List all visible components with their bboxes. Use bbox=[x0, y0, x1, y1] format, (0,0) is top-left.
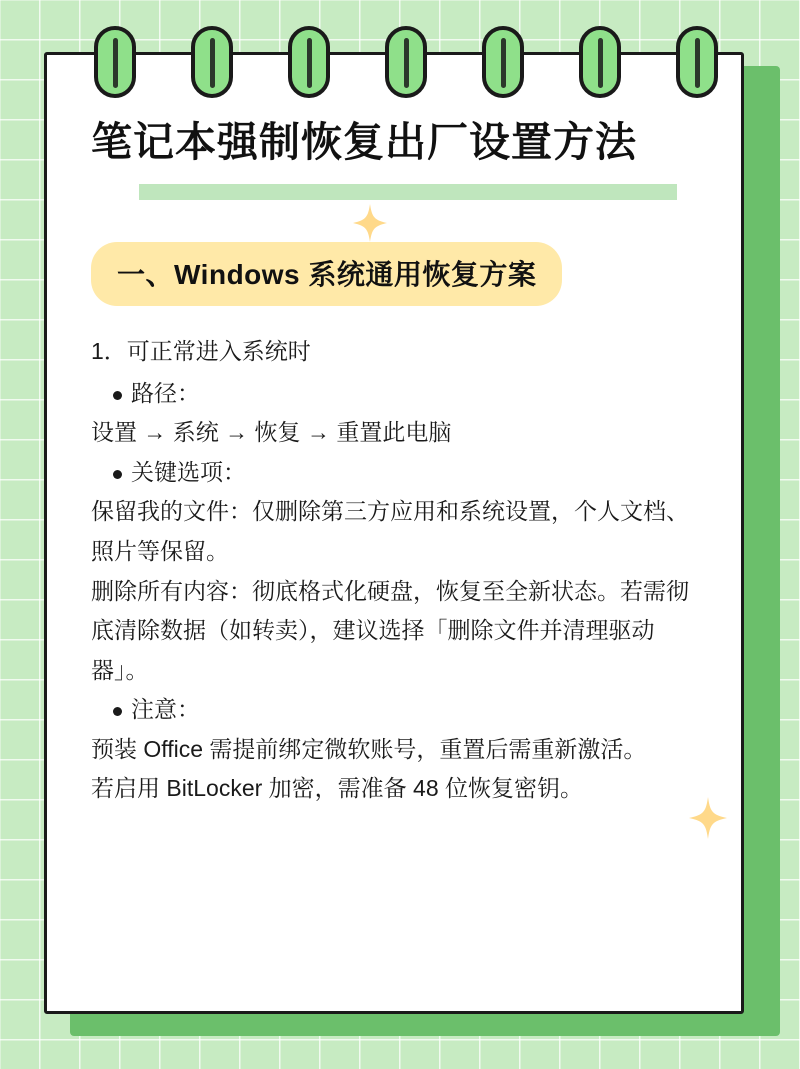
note-paper bbox=[44, 52, 744, 1014]
list-item: 设置 → 系统 → 恢复 → 重置此电脑 bbox=[91, 419, 452, 446]
list-item: 1．可正常进入系统时 bbox=[91, 338, 311, 365]
title-underline bbox=[139, 184, 677, 200]
list-item: 若启用 BitLocker 加密，需准备 48 位恢复密钥。 bbox=[91, 775, 584, 802]
list-item: 删除所有内容：彻底格式化硬盘，恢复至全新状态。若需彻底清除数据（如转卖），建议选择「删除文件并清理驱动器」。 bbox=[91, 577, 689, 683]
list-item: 关键选项： bbox=[91, 453, 697, 493]
section-heading: 一、Windows 系统通用恢复方案 bbox=[91, 242, 562, 306]
section-heading-wrap bbox=[91, 242, 697, 306]
list-item: 保留我的文件：仅删除第三方应用和系统设置，个人文档、照片等保留。 bbox=[91, 498, 689, 564]
page-title: 笔记本强制恢复出厂设置方法 bbox=[91, 119, 637, 165]
list-item: 注意： bbox=[91, 690, 697, 730]
list-item: 预装 Office 需提前绑定微软账号，重置后需重新激活。 bbox=[91, 735, 647, 762]
sparkle-icon bbox=[353, 204, 387, 242]
note-content bbox=[47, 55, 741, 809]
list-item: 路径： bbox=[91, 374, 697, 414]
sparkle-icon bbox=[689, 797, 727, 839]
body-text bbox=[91, 332, 697, 809]
